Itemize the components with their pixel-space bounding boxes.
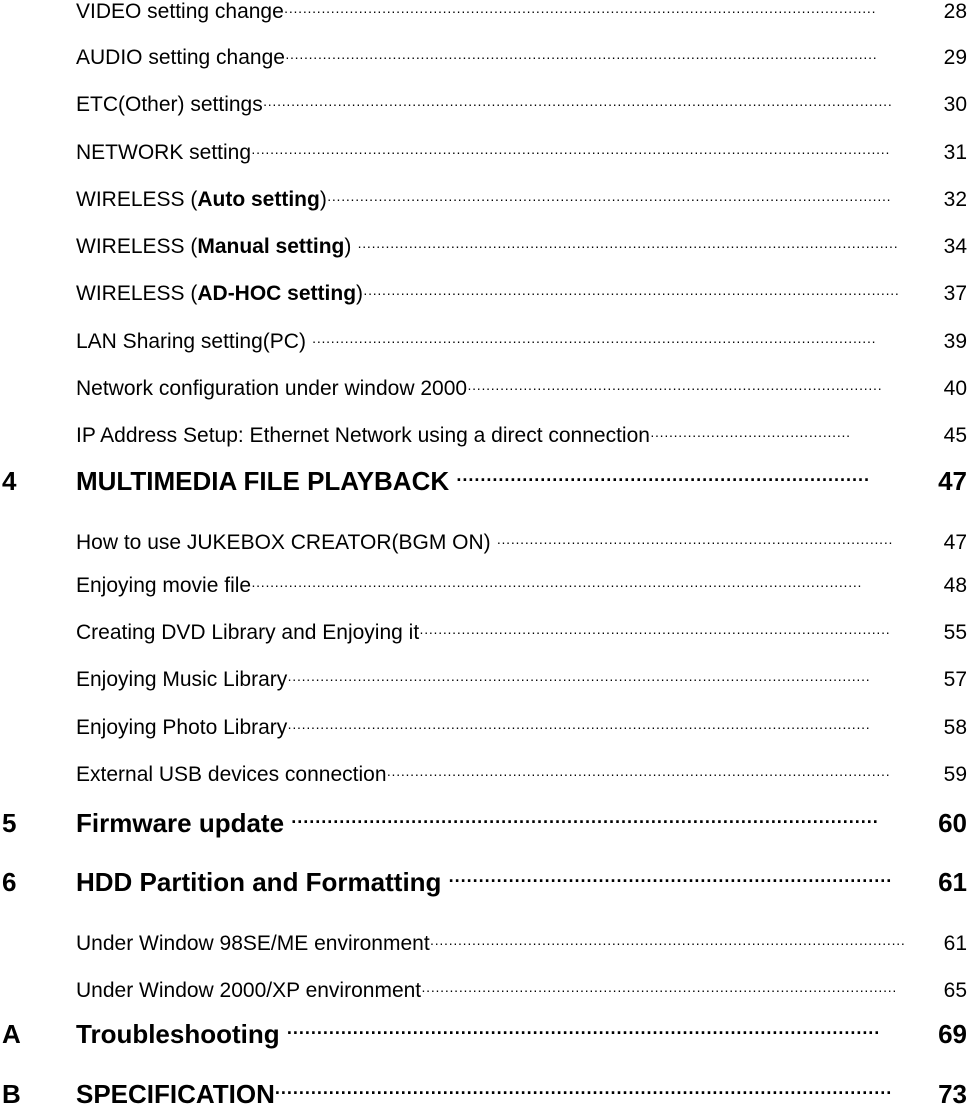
chapter-number: 6 — [2, 867, 17, 897]
dot-leader: ··················································································································· — [363, 285, 900, 301]
entry-title-text: Enjoying Music Library — [76, 668, 288, 691]
dot-leader: ·································································································· — [291, 812, 879, 832]
dot-leader: ······································································································································· — [262, 96, 893, 112]
dot-leader: ······································································································ — [429, 935, 906, 951]
entry-title[interactable] — [76, 621, 890, 645]
entry-title-text: ) — [319, 188, 327, 211]
entry-title-text: WIRELESS ( — [76, 282, 198, 305]
entry-title-text: VIDEO setting change — [76, 0, 284, 23]
entry-title-emphasis: Auto setting — [197, 188, 320, 211]
dot-leader: ··································································································· — [286, 1023, 881, 1043]
dot-leader: ······································································································· — [274, 1083, 893, 1103]
entry-title-text: Enjoying movie file — [76, 574, 252, 597]
page-number[interactable]: 40 — [943, 377, 967, 400]
entry-title-text: WIRELESS ( — [76, 188, 198, 211]
chapter-number: 5 — [2, 808, 17, 838]
entry-title-text: NETWORK setting — [76, 141, 252, 164]
entry-title[interactable] — [76, 188, 891, 212]
entry-title-text: HDD Partition and Formatting — [76, 867, 449, 897]
dot-leader: ······························································································································· — [284, 49, 878, 65]
page-number[interactable]: 32 — [943, 188, 967, 211]
page-number[interactable]: 59 — [943, 763, 967, 786]
entry-title-text: External USB devices connection — [76, 763, 387, 786]
chapter-number: 4 — [2, 466, 17, 496]
dot-leader: ······································································································ — [421, 982, 897, 998]
page-number[interactable]: 28 — [943, 0, 967, 23]
entry-title[interactable] — [76, 377, 882, 401]
entry-title-text: Under Window 98SE/ME environment — [76, 932, 430, 955]
page-number[interactable]: 34 — [943, 235, 967, 258]
entry-title[interactable] — [76, 424, 850, 448]
dot-leader: ····································································································· — [419, 624, 891, 640]
dot-leader: ··········································· — [649, 427, 851, 443]
entry-title-text: Firmware update — [76, 808, 292, 838]
dot-leader: ·········································································· — [448, 871, 893, 891]
entry-title-text: MULTIMEDIA FILE PLAYBACK — [76, 466, 457, 496]
entry-title-text: How to use JUKEBOX CREATOR(BGM ON) — [76, 531, 497, 554]
entry-title[interactable] — [76, 1079, 892, 1110]
page-number[interactable]: 37 — [943, 282, 967, 305]
entry-title[interactable] — [76, 932, 905, 956]
entry-title-text: AUDIO setting change — [76, 46, 285, 69]
entry-title-text: Troubleshooting — [76, 1019, 287, 1049]
entry-title[interactable] — [76, 716, 870, 740]
page-number[interactable]: 47 — [938, 466, 967, 496]
entry-title-text: Network configuration under window 2000 — [76, 377, 468, 400]
entry-title-text: IP Address Setup: Ethernet Network using a direct connection — [76, 424, 650, 447]
page-number[interactable]: 65 — [943, 979, 967, 1002]
page-number[interactable]: 61 — [943, 932, 967, 955]
dot-leader: ························································································································· — [326, 191, 891, 207]
dot-leader: ····························································································································· — [287, 671, 871, 687]
entry-title-emphasis: AD-HOC setting — [197, 282, 357, 305]
entry-title-text: Under Window 2000/XP environment — [76, 979, 422, 1002]
dot-leader: ························································································· — [467, 380, 883, 396]
entry-title[interactable] — [76, 1019, 880, 1050]
entry-title[interactable] — [76, 466, 870, 497]
entry-title[interactable] — [76, 531, 893, 555]
dot-leader: ····························································································································· — [287, 719, 871, 735]
page-number[interactable]: 69 — [938, 1019, 967, 1049]
entry-title[interactable] — [76, 93, 892, 117]
dot-leader: ··································································································································· — [251, 577, 862, 593]
entry-title[interactable] — [76, 141, 890, 165]
dot-leader: ···················································································································· — [357, 238, 899, 254]
entry-title-text: Enjoying Photo Library — [76, 716, 288, 739]
page-number[interactable]: 73 — [938, 1079, 967, 1109]
page-number[interactable]: 29 — [943, 46, 967, 69]
entry-title-text: ETC(Other) settings — [76, 93, 263, 116]
entry-title-emphasis: Manual setting — [197, 235, 345, 258]
chapter-number: A — [2, 1019, 21, 1049]
entry-title[interactable] — [76, 867, 892, 898]
dot-leader: ······························································································································· — [283, 3, 876, 19]
page-number[interactable]: 60 — [938, 808, 967, 838]
page-number[interactable]: 45 — [943, 424, 967, 447]
entry-title[interactable] — [76, 330, 876, 354]
dot-leader: ············································································································ — [386, 766, 891, 782]
entry-title[interactable] — [76, 0, 876, 24]
dot-leader: ························································································································· — [311, 333, 876, 349]
page-number[interactable]: 55 — [943, 621, 967, 644]
entry-title[interactable] — [76, 574, 862, 598]
entry-title[interactable] — [76, 235, 898, 259]
page-number[interactable]: 61 — [938, 867, 967, 897]
page-number[interactable]: 47 — [943, 531, 967, 554]
entry-title[interactable] — [76, 46, 877, 70]
dot-leader: ····································································· — [456, 470, 870, 490]
entry-title-text: ) — [344, 235, 358, 258]
entry-title[interactable] — [76, 808, 879, 839]
page-number[interactable]: 58 — [943, 716, 967, 739]
dot-leader: ····················································································· — [496, 534, 893, 550]
entry-title-text: ) — [356, 282, 364, 305]
entry-title-text: SPECIFICATION — [76, 1079, 275, 1109]
dot-leader: ········································································································································· — [251, 144, 890, 160]
page-number[interactable]: 48 — [943, 574, 967, 597]
entry-title[interactable] — [76, 763, 890, 787]
entry-title[interactable] — [76, 668, 870, 692]
page-number[interactable]: 30 — [943, 93, 967, 116]
entry-title-text: LAN Sharing setting(PC) — [76, 330, 312, 353]
entry-title-text: WIRELESS ( — [76, 235, 198, 258]
page-number[interactable]: 31 — [943, 141, 967, 164]
entry-title[interactable] — [76, 282, 899, 306]
chapter-number: B — [2, 1079, 21, 1109]
page-number[interactable]: 39 — [943, 330, 967, 353]
entry-title[interactable] — [76, 979, 897, 1003]
entry-title-text: Creating DVD Library and Enjoying it — [76, 621, 420, 644]
page-number[interactable]: 57 — [943, 668, 967, 691]
